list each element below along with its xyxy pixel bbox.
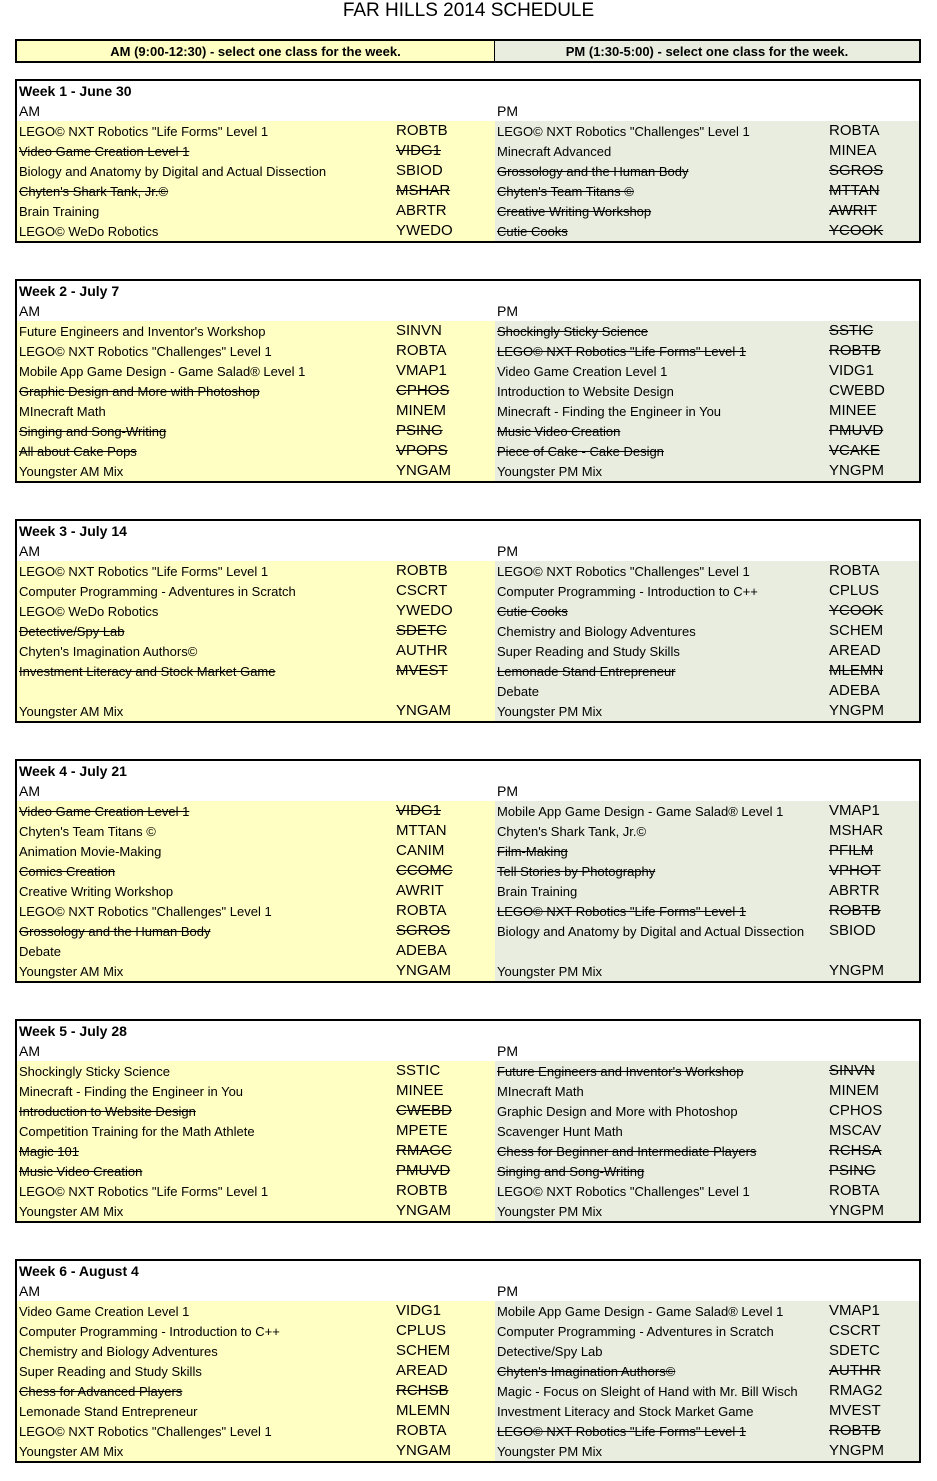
pm-class-name: Piece of Cake - Cake Design — [497, 444, 664, 459]
pm-class-name: Detective/Spy Lab — [497, 1344, 603, 1359]
am-class-code: ABRTR — [396, 202, 447, 219]
pm-class-code: ROBTB — [829, 1422, 881, 1439]
am-class-code: CWEBD — [396, 1102, 452, 1119]
pm-class-code: VPHOT — [829, 862, 881, 879]
class-row — [17, 1141, 919, 1161]
class-row — [17, 121, 919, 141]
pm-class-code: ROBTB — [829, 902, 881, 919]
am-class-name: All about Cake Pops — [19, 444, 137, 459]
am-class-code: YWEDO — [396, 222, 453, 239]
am-class-code: MVEST — [396, 662, 448, 679]
page-title: FAR HILLS 2014 SCHEDULE — [342, 0, 595, 21]
class-row — [17, 901, 919, 921]
am-class-code: CSCRT — [396, 582, 448, 599]
pm-class-name: Computer Programming - Adventures in Scratch — [497, 1324, 774, 1339]
class-row — [17, 141, 919, 161]
am-class-name: Chemistry and Biology Adventures — [19, 1344, 218, 1359]
am-class-name: Future Engineers and Inventor's Workshop — [19, 324, 266, 339]
pm-class-name: Grossology and the Human Body — [497, 164, 689, 179]
am-label: AM — [19, 543, 40, 559]
pm-class-name: Magic - Focus on Sleight of Hand with Mr. Bill Wisch — [497, 1384, 798, 1399]
pm-class-code: AWRIT — [829, 202, 877, 219]
class-row — [17, 181, 919, 201]
class-row — [17, 1381, 919, 1401]
pm-class-code: VMAP1 — [829, 1302, 880, 1319]
pm-class-name: Film-Making — [497, 844, 568, 859]
class-row — [17, 1081, 919, 1101]
class-row — [17, 381, 919, 401]
pm-class-code: MTTAN — [829, 182, 880, 199]
pm-class-name: Future Engineers and Inventor's Workshop — [497, 1064, 744, 1079]
am-class-code: PSING — [396, 422, 443, 439]
am-class-name: Biology and Anatomy by Digital and Actual Dissection — [19, 164, 327, 179]
am-class-name: LEGO© NXT Robotics "Challenges" Level 1 — [19, 904, 272, 919]
pm-class-code: RCHSA — [829, 1142, 882, 1159]
am-class-code: MINEM — [396, 402, 446, 419]
am-session-header: AM (9:00-12:30) - select one class for the week. — [17, 41, 495, 61]
pm-class-code: PMUVD — [829, 422, 884, 439]
am-class-name: LEGO© WeDo Robotics — [19, 604, 159, 619]
am-class-code: ROBTA — [396, 342, 447, 359]
class-row — [17, 1061, 919, 1081]
pm-class-code: CPLUS — [829, 582, 880, 599]
class-row — [17, 461, 919, 481]
pm-class-code: MVEST — [829, 1402, 881, 1419]
pm-class-code: SSTIC — [829, 322, 874, 339]
pm-class-name: Computer Programming - Introduction to C++ — [497, 584, 758, 599]
pm-class-name: Cutie Cooks — [497, 224, 568, 239]
pm-class-code: YNGPM — [829, 702, 885, 719]
am-class-name: Competition Training for the Math Athlete — [19, 1124, 255, 1139]
am-class-name: Comics Creation — [19, 864, 116, 879]
pm-class-code: VCAKE — [829, 442, 880, 459]
pm-class-name: Biology and Anatomy by Digital and Actual Dissection — [497, 924, 805, 939]
pm-class-name: Debate — [497, 684, 539, 699]
pm-class-code: ROBTB — [829, 342, 881, 359]
week-title: Week 3 - July 14 — [19, 523, 127, 539]
am-cell — [17, 681, 495, 701]
am-class-code: CPLUS — [396, 1322, 447, 1339]
week-block — [15, 759, 921, 983]
pm-cell — [495, 941, 919, 961]
pm-class-code: SDETC — [829, 1342, 880, 1359]
pm-class-code: AREAD — [829, 642, 881, 659]
am-label: AM — [19, 1043, 40, 1059]
pm-class-name: Mobile App Game Design - Game Salad® Level 1 — [497, 804, 784, 819]
week-block — [15, 79, 921, 243]
pm-class-name: Minecraft - Finding the Engineer in You — [497, 404, 722, 419]
pm-class-code: CWEBD — [829, 382, 885, 399]
class-row — [17, 841, 919, 861]
am-class-name: Chyten's Team Titans © — [19, 824, 156, 839]
pm-class-name: Chyten's Team Titans © — [497, 184, 634, 199]
class-row — [17, 401, 919, 421]
am-class-code: ROBTB — [396, 122, 448, 139]
pm-class-code: YCOOK — [829, 222, 884, 239]
week-title: Week 2 - July 7 — [19, 283, 120, 299]
am-class-code: ROBTA — [396, 902, 447, 919]
am-class-code: RCHSB — [396, 1382, 449, 1399]
am-class-code: AREAD — [396, 1362, 448, 1379]
am-class-name: Grossology and the Human Body — [19, 924, 211, 939]
class-row — [17, 881, 919, 901]
pm-class-code: ABRTR — [829, 882, 880, 899]
am-class-name: Detective/Spy Lab — [19, 624, 125, 639]
am-class-code: VIDG1 — [396, 142, 442, 159]
session-header — [15, 39, 921, 63]
am-class-name: Brain Training — [19, 204, 100, 219]
class-row — [17, 581, 919, 601]
class-row — [17, 1161, 919, 1181]
pm-class-code: ROBTA — [829, 1182, 880, 1199]
class-row — [17, 1101, 919, 1121]
pm-class-name: Shockingly Sticky Science — [497, 324, 649, 339]
class-row — [17, 921, 919, 941]
am-class-name: Computer Programming - Adventures in Scratch — [19, 584, 296, 599]
class-row — [17, 441, 919, 461]
am-class-name: Computer Programming - Introduction to C++ — [19, 1324, 280, 1339]
week-title: Week 4 - July 21 — [19, 763, 127, 779]
class-row — [17, 661, 919, 681]
pm-class-name: Cutie Cooks — [497, 604, 568, 619]
am-class-code: YNGAM — [396, 702, 452, 719]
am-class-name: Investment Literacy and Stock Market Game — [19, 664, 276, 679]
pm-class-code: RMAG2 — [829, 1382, 883, 1399]
am-class-code: MPETE — [396, 1122, 448, 1139]
am-class-name: Youngster AM Mix — [19, 1204, 124, 1219]
pm-class-code: CSCRT — [829, 1322, 881, 1339]
pm-class-name: LEGO© NXT Robotics "Challenges" Level 1 — [497, 564, 750, 579]
am-class-code: SGROS — [396, 922, 451, 939]
session-labels — [17, 1041, 919, 1061]
pm-class-name: Youngster PM Mix — [497, 1444, 603, 1459]
am-class-code: SDETC — [396, 622, 447, 639]
pm-class-code: SCHEM — [829, 622, 884, 639]
am-class-code: MSHAR — [396, 182, 451, 199]
pm-class-code: VIDG1 — [829, 362, 875, 379]
class-row — [17, 821, 919, 841]
am-class-name: Debate — [19, 944, 61, 959]
class-row — [17, 221, 919, 241]
session-labels — [17, 781, 919, 801]
am-class-code: AUTHR — [396, 642, 448, 659]
pm-class-code: VMAP1 — [829, 802, 880, 819]
pm-label: PM — [497, 103, 518, 119]
am-class-name: LEGO© NXT Robotics "Life Forms" Level 1 — [19, 124, 269, 139]
am-class-name: Youngster AM Mix — [19, 964, 124, 979]
pm-class-name: Investment Literacy and Stock Market Game — [497, 1404, 754, 1419]
pm-class-code: MLEMN — [829, 662, 884, 679]
am-class-name: MInecraft Math — [19, 404, 106, 419]
pm-class-name: LEGO© NXT Robotics "Challenges" Level 1 — [497, 1184, 750, 1199]
session-labels — [17, 301, 919, 321]
week-title: Week 6 - August 4 — [19, 1263, 139, 1279]
pm-class-code: MSCAV — [829, 1122, 882, 1139]
am-class-code: YNGAM — [396, 1202, 452, 1219]
class-row — [17, 961, 919, 981]
pm-class-name: Video Game Creation Level 1 — [497, 364, 668, 379]
pm-class-name: LEGO© NXT Robotics "Life Forms" Level 1 — [497, 344, 747, 359]
am-class-name: Shockingly Sticky Science — [19, 1064, 171, 1079]
am-class-code: SINVN — [396, 322, 442, 339]
am-class-code: YNGAM — [396, 462, 452, 479]
am-class-name: Mobile App Game Design - Game Salad® Level 1 — [19, 364, 306, 379]
pm-class-name: Chyten's Imagination Authors© — [497, 1364, 676, 1379]
pm-class-name: Graphic Design and More with Photoshop — [497, 1104, 738, 1119]
class-row — [17, 1301, 919, 1321]
session-labels — [17, 541, 919, 561]
am-class-code: AWRIT — [396, 882, 444, 899]
pm-class-name: Mobile App Game Design - Game Salad® Level 1 — [497, 1304, 784, 1319]
am-class-code: MTTAN — [396, 822, 447, 839]
am-class-name: Creative Writing Workshop — [19, 884, 174, 899]
class-row — [17, 561, 919, 581]
pm-class-name: LEGO© NXT Robotics "Challenges" Level 1 — [497, 124, 750, 139]
pm-class-name: Chemistry and Biology Adventures — [497, 624, 696, 639]
pm-class-code: AUTHR — [829, 1362, 881, 1379]
session-labels — [17, 101, 919, 121]
am-class-name: Chyten's Imagination Authors© — [19, 644, 198, 659]
class-row — [17, 1341, 919, 1361]
pm-class-code: YNGPM — [829, 1202, 885, 1219]
am-class-name: Youngster AM Mix — [19, 1444, 124, 1459]
am-class-name: Video Game Creation Level 1 — [19, 804, 190, 819]
am-label: AM — [19, 303, 40, 319]
am-class-name: LEGO© NXT Robotics "Challenges" Level 1 — [19, 1424, 272, 1439]
am-class-code: MLEMN — [396, 1402, 451, 1419]
class-row — [17, 621, 919, 641]
am-class-name: LEGO© NXT Robotics "Challenges" Level 1 — [19, 344, 272, 359]
am-class-name: Singing and Song-Writing — [19, 424, 167, 439]
class-row — [17, 161, 919, 181]
am-class-code: YNGAM — [396, 1442, 452, 1459]
class-row — [17, 361, 919, 381]
am-class-name: Chyten's Shark Tank, Jr.© — [19, 184, 169, 199]
am-class-name: Lemonade Stand Entrepreneur — [19, 1404, 198, 1419]
class-row — [17, 201, 919, 221]
pm-label: PM — [497, 303, 518, 319]
am-class-name: Chess for Advanced Players — [19, 1384, 183, 1399]
class-row — [17, 1401, 919, 1421]
am-class-code: ROBTB — [396, 1182, 448, 1199]
pm-class-code: ROBTA — [829, 562, 880, 579]
pm-class-name: Chess for Beginner and Intermediate Players — [497, 1144, 757, 1159]
am-class-code: VIDG1 — [396, 802, 442, 819]
class-row — [17, 941, 919, 961]
week-title: Week 5 - July 28 — [19, 1023, 127, 1039]
pm-class-code: SINVN — [829, 1062, 875, 1079]
am-class-code: SBIOD — [396, 162, 443, 179]
am-class-name: Animation Movie-Making — [19, 844, 162, 859]
pm-class-code: YNGPM — [829, 962, 885, 979]
am-class-code: VPOPS — [396, 442, 448, 459]
pm-class-code: PFILM — [829, 842, 874, 859]
am-class-name: Video Game Creation Level 1 — [19, 1304, 190, 1319]
pm-class-code: SBIOD — [829, 922, 876, 939]
class-row — [17, 1201, 919, 1221]
am-class-name: Magic 101 — [19, 1144, 79, 1159]
pm-class-name: Super Reading and Study Skills — [497, 644, 680, 659]
class-row — [17, 1181, 919, 1201]
class-row — [17, 1361, 919, 1381]
am-class-code: RMAGC — [396, 1142, 452, 1159]
pm-class-name: Youngster PM Mix — [497, 464, 603, 479]
pm-class-name: Chyten's Shark Tank, Jr.© — [497, 824, 647, 839]
am-class-name: Super Reading and Study Skills — [19, 1364, 202, 1379]
session-labels — [17, 1281, 919, 1301]
am-class-code: ADEBA — [396, 942, 447, 959]
am-class-code: PMUVD — [396, 1162, 451, 1179]
am-class-code: CANIM — [396, 842, 445, 859]
class-row — [17, 641, 919, 661]
am-class-code: VIDG1 — [396, 1302, 442, 1319]
am-class-code: CCOMC — [396, 862, 453, 879]
pm-class-name: Brain Training — [497, 884, 578, 899]
pm-label: PM — [497, 1043, 518, 1059]
am-class-name: Minecraft - Finding the Engineer in You — [19, 1084, 244, 1099]
am-class-name: Video Game Creation Level 1 — [19, 144, 190, 159]
pm-class-code: PSING — [829, 1162, 876, 1179]
week-block — [15, 279, 921, 483]
pm-label: PM — [497, 783, 518, 799]
pm-class-code: YCOOK — [829, 602, 884, 619]
pm-class-code: ROBTA — [829, 122, 880, 139]
pm-class-name: Youngster PM Mix — [497, 964, 603, 979]
am-class-code: ROBTA — [396, 1422, 447, 1439]
pm-class-code: SGROS — [829, 162, 884, 179]
pm-class-name: Creative Writing Workshop — [497, 204, 652, 219]
class-row — [17, 801, 919, 821]
class-row — [17, 421, 919, 441]
am-class-name: LEGO© WeDo Robotics — [19, 224, 159, 239]
week-block — [15, 1259, 921, 1463]
class-row — [17, 681, 919, 701]
pm-session-header: PM (1:30-5:00) - select one class for the week. — [495, 41, 919, 61]
pm-class-code: ADEBA — [829, 682, 880, 699]
pm-class-name: LEGO© NXT Robotics "Life Forms" Level 1 — [497, 1424, 747, 1439]
pm-class-name: Youngster PM Mix — [497, 1204, 603, 1219]
am-label: AM — [19, 1283, 40, 1299]
class-row — [17, 1121, 919, 1141]
week-block — [15, 519, 921, 723]
am-class-name: LEGO© NXT Robotics "Life Forms" Level 1 — [19, 1184, 269, 1199]
pm-class-name: Lemonade Stand Entrepreneur — [497, 664, 676, 679]
am-class-name: Music Video Creation — [19, 1164, 143, 1179]
pm-class-name: Introduction to Website Design — [497, 384, 674, 399]
pm-class-code: MSHAR — [829, 822, 884, 839]
am-label: AM — [19, 783, 40, 799]
pm-class-name: LEGO© NXT Robotics "Life Forms" Level 1 — [497, 904, 747, 919]
pm-class-name: Tell Stories by Photography — [497, 864, 656, 879]
class-row — [17, 701, 919, 721]
class-row — [17, 1441, 919, 1461]
am-class-code: MINEE — [396, 1082, 444, 1099]
am-class-code: CPHOS — [396, 382, 450, 399]
class-row — [17, 1421, 919, 1441]
pm-class-name: Youngster PM Mix — [497, 704, 603, 719]
pm-class-code: MINEM — [829, 1082, 879, 1099]
am-class-name: Graphic Design and More with Photoshop — [19, 384, 260, 399]
pm-class-code: MINEA — [829, 142, 877, 159]
am-class-code: YWEDO — [396, 602, 453, 619]
pm-class-name: Minecraft Advanced — [497, 144, 612, 159]
class-row — [17, 861, 919, 881]
pm-class-name: Music Video Creation — [497, 424, 621, 439]
class-row — [17, 341, 919, 361]
pm-class-name: Singing and Song-Writing — [497, 1164, 645, 1179]
am-class-code: VMAP1 — [396, 362, 447, 379]
am-class-name: LEGO© NXT Robotics "Life Forms" Level 1 — [19, 564, 269, 579]
am-class-name: Introduction to Website Design — [19, 1104, 196, 1119]
pm-label: PM — [497, 1283, 518, 1299]
am-class-code: SSTIC — [396, 1062, 441, 1079]
pm-class-code: YNGPM — [829, 1442, 885, 1459]
week-title: Week 1 - June 30 — [19, 83, 132, 99]
pm-class-name: MInecraft Math — [497, 1084, 584, 1099]
am-class-name: Youngster AM Mix — [19, 464, 124, 479]
pm-class-code: CPHOS — [829, 1102, 883, 1119]
pm-class-code: YNGPM — [829, 462, 885, 479]
pm-class-name: Scavenger Hunt Math — [497, 1124, 623, 1139]
am-class-code: YNGAM — [396, 962, 452, 979]
class-row — [17, 321, 919, 341]
am-label: AM — [19, 103, 40, 119]
am-class-code: SCHEM — [396, 1342, 451, 1359]
am-class-code: ROBTB — [396, 562, 448, 579]
pm-label: PM — [497, 543, 518, 559]
class-row — [17, 601, 919, 621]
class-row — [17, 1321, 919, 1341]
week-block — [15, 1019, 921, 1223]
pm-class-code: MINEE — [829, 402, 877, 419]
am-class-name: Youngster AM Mix — [19, 704, 124, 719]
